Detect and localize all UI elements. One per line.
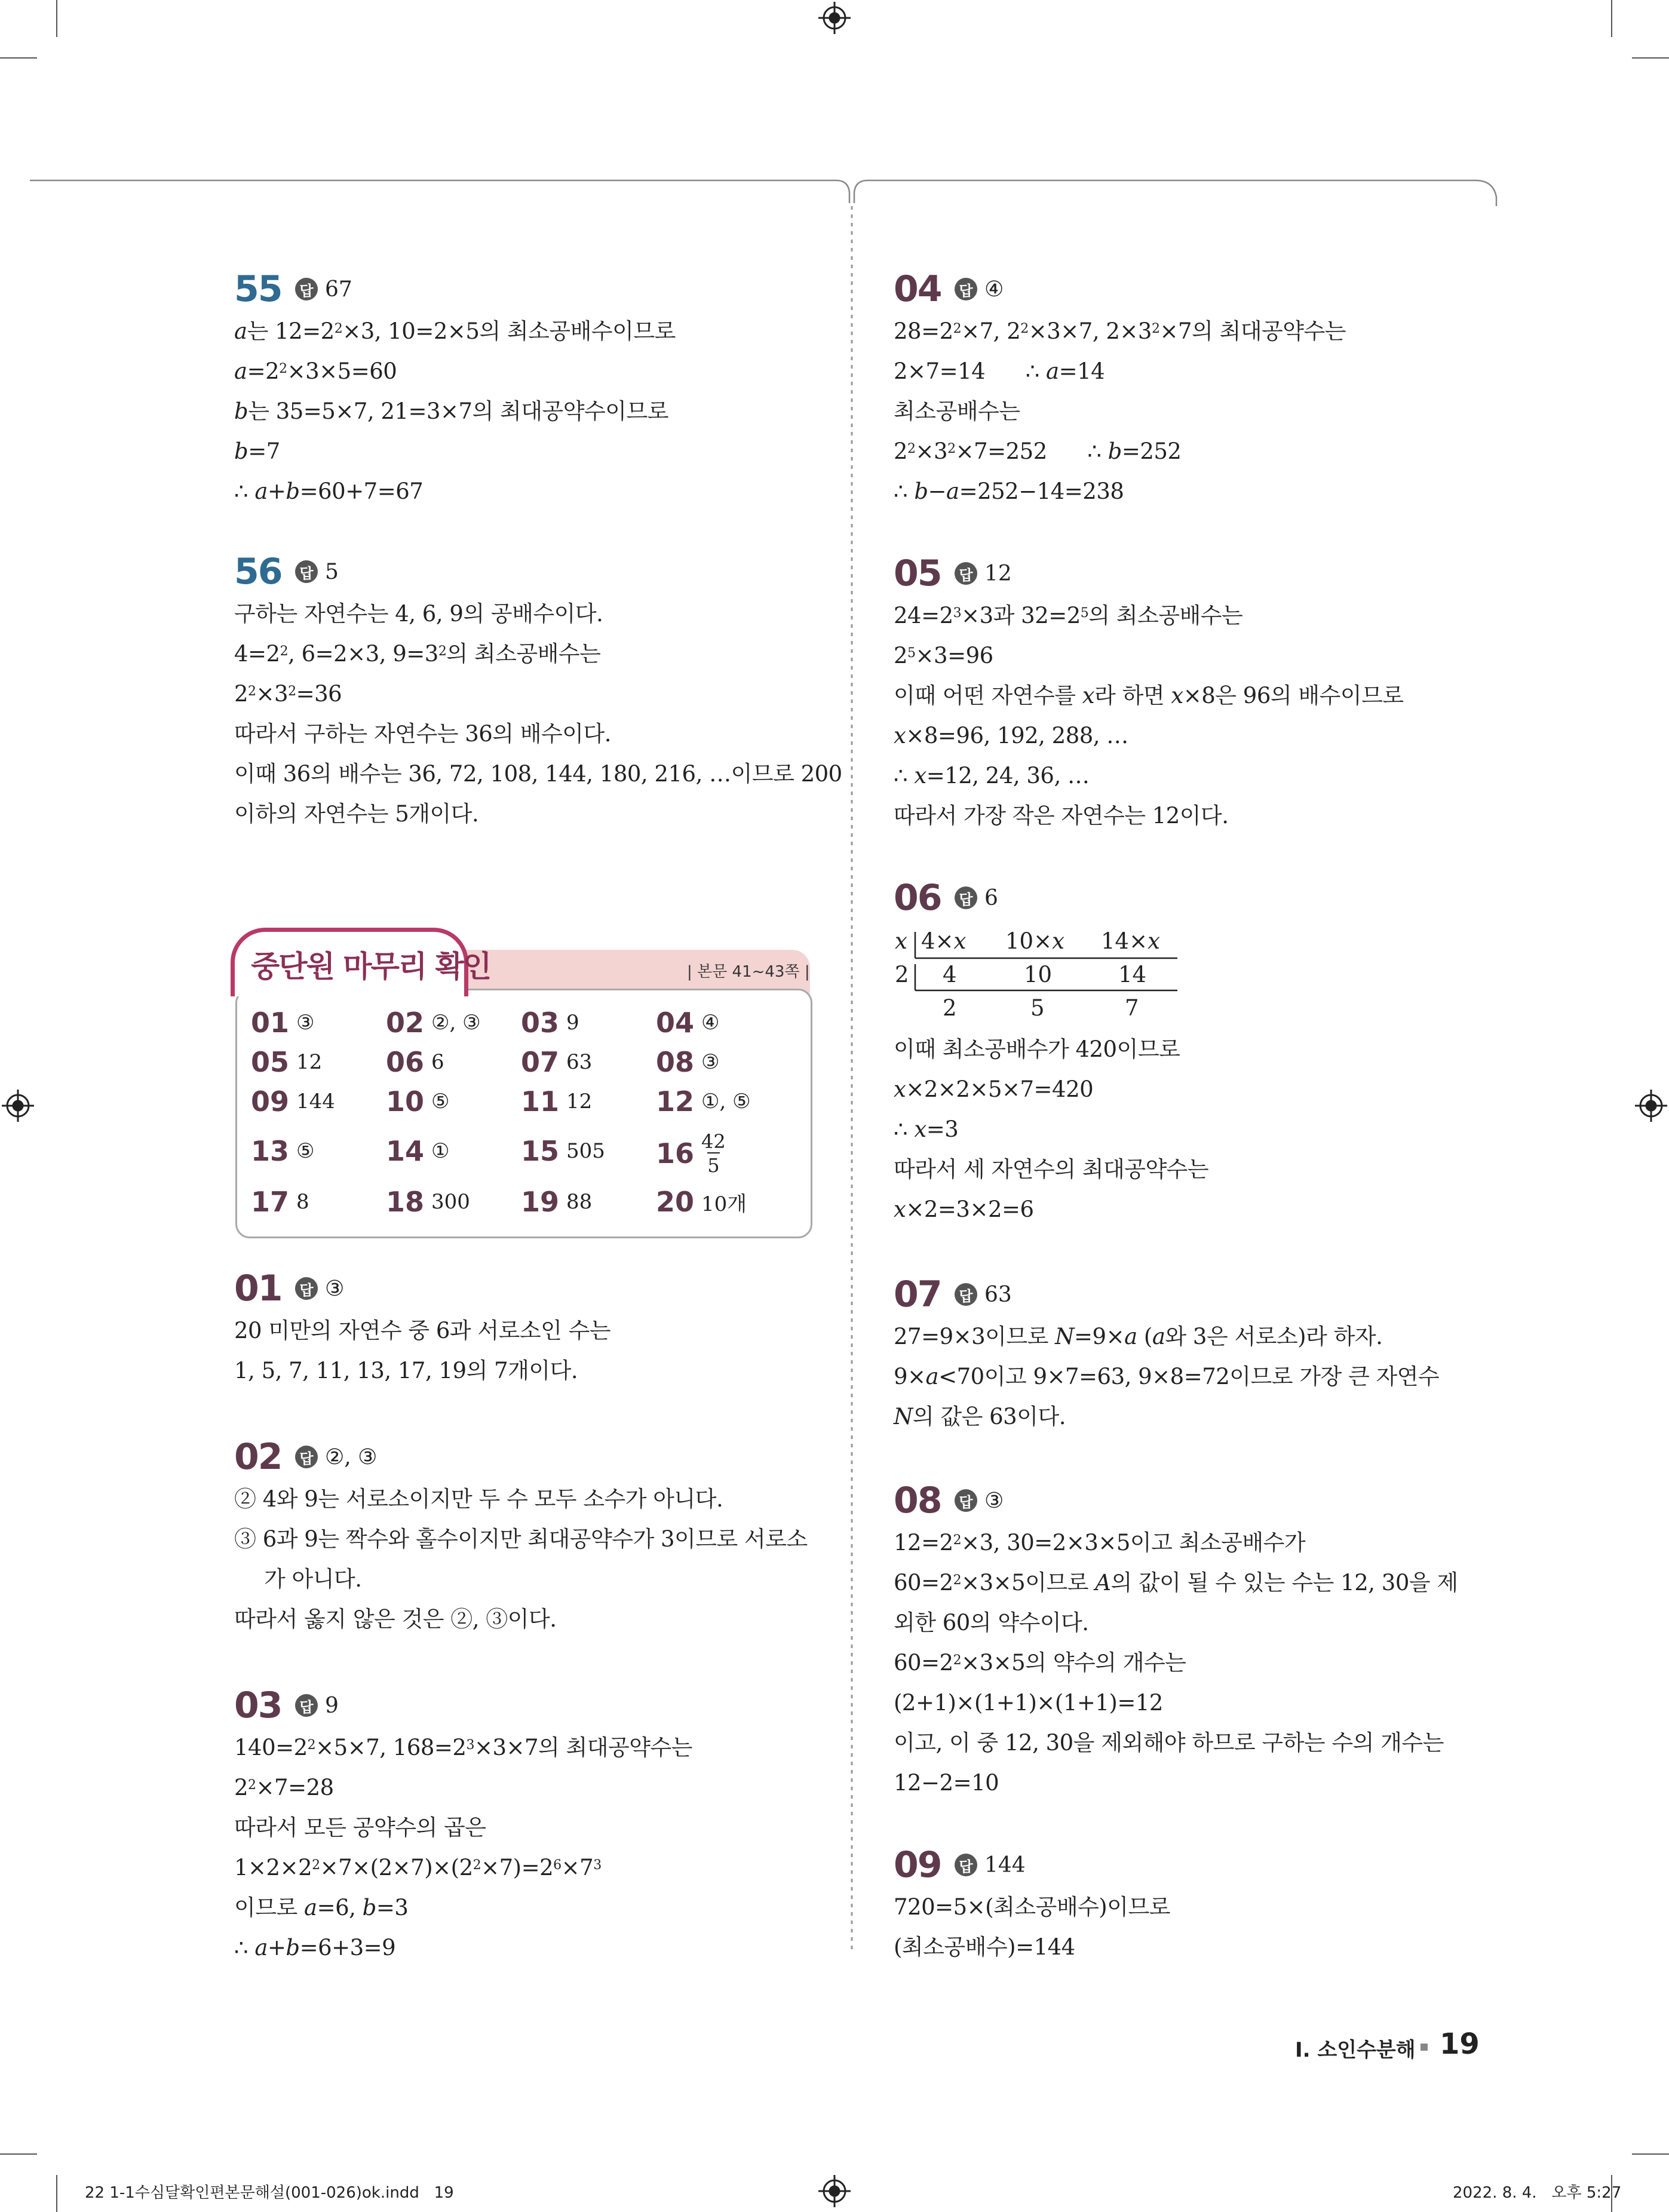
review-item: 15 505	[521, 1135, 605, 1167]
answer-value: ③	[325, 1276, 345, 1301]
solution-line: $1\times 2\times 2^2\times 7\times(2\times 7)\times(2^2\times 7)=2^6\times 7^3$	[234, 1855, 602, 1880]
solution-line: $2^2\times 3^2\times 7=252$ ∴ b=252	[894, 438, 1182, 464]
review-item: 10 ⑤	[386, 1085, 450, 1118]
answer-badge: 답	[295, 1694, 318, 1717]
answer-value: 5	[325, 559, 339, 584]
solution-line: ∴ x=3	[894, 1116, 959, 1142]
problem-55	[234, 267, 837, 511]
review-item: 02 ②, ③	[386, 1007, 481, 1039]
review-item: 11 12	[521, 1085, 593, 1118]
chapter-separator-square	[1421, 2044, 1428, 2051]
problem-06-lines	[894, 1029, 1497, 1229]
review-item: 03 9	[521, 1007, 579, 1039]
solution-line: 1, 5, 7, 11, 13, 17, 19의 7개이다.	[234, 1358, 578, 1383]
review-item: 18 300	[386, 1186, 470, 1218]
page-number: 19	[1440, 2027, 1480, 2061]
solution-line: 이때 최소공배수가 420이므로	[894, 1036, 1180, 1062]
problem-number: 08	[894, 1480, 941, 1521]
answer-value: 144	[984, 1852, 1026, 1877]
solution-line: 20 미만의 자연수 중 6과 서로소인 수는	[234, 1318, 611, 1343]
problem-09	[894, 1843, 1497, 1967]
answer-badge: 답	[295, 278, 318, 300]
solution-line: 이므로 a=6, b=3	[234, 1895, 409, 1920]
footer-file-info: 22 1-1수심달확인편본문해설(001-026)ok.indd 19	[85, 2184, 454, 2202]
table-cell: 14×x	[1101, 928, 1160, 954]
solution-line: 이때 36의 배수는 36, 72, 108, 144, 180, 216, …이므로 200	[234, 761, 842, 787]
problem-number: 06	[894, 877, 941, 919]
table-cell: 4×x	[921, 928, 967, 954]
footer-timestamp: 2022. 8. 4. 오후 5:27	[1453, 2184, 1622, 2202]
answer-badge: 답	[955, 1489, 977, 1512]
review-item: 04 ④	[656, 1007, 720, 1039]
registration-mark-bottom	[818, 2175, 851, 2207]
answer-badge: 답	[955, 562, 977, 585]
solution-line: 따라서 구하는 자연수는 36의 배수이다.	[234, 721, 612, 747]
solution-line: 이고, 이 중 12, 30을 제외해야 하므로 구하는 수의 개수는	[894, 1730, 1444, 1756]
table-cell: 14	[1118, 962, 1147, 987]
review-item: 19 88	[521, 1186, 593, 1218]
answer-badge: 답	[955, 886, 977, 909]
table-cell: 5	[1030, 995, 1045, 1021]
problem-08	[894, 1478, 1497, 1803]
solution-line: 27=9×3이므로 N=9×a (a와 3은 서로소)라 하자.	[894, 1324, 1383, 1349]
division-table	[894, 925, 1204, 1032]
solution-line: 따라서 옳지 않은 것은 ②, ③이다.	[234, 1606, 557, 1632]
solution-line: ② 4와 9는 서로소이지만 두 수 모두 소수가 아니다.	[234, 1486, 723, 1512]
solution-line: x×2=3×2=6	[894, 1196, 1034, 1222]
problem-number: 07	[894, 1274, 941, 1315]
solution-line: 따라서 세 자연수의 최대공약수는	[894, 1156, 1209, 1182]
review-item: 13 ⑤	[251, 1135, 315, 1167]
solution-line: $4=2^2$, 6=2×3, $9=3^2$의 최소공배수는	[234, 641, 601, 667]
solution-line: $2^2\times 7=28$	[234, 1775, 334, 1800]
problem-number: 02	[234, 1436, 282, 1478]
answer-badge: 답	[295, 560, 318, 583]
problem-01	[234, 1266, 837, 1391]
solution-line: b=7	[234, 438, 280, 464]
solution-line: ③ 6과 9는 짝수와 홀수이지만 최대공약수가 3이므로 서로소	[234, 1526, 808, 1552]
solution-line: x×2×2×5×7=420	[894, 1076, 1094, 1102]
answer-badge: 답	[955, 278, 977, 300]
table-cell: 10×x	[1005, 928, 1064, 954]
answer-value: 67	[325, 277, 352, 302]
review-item: 14 ①	[386, 1135, 450, 1167]
solution-line: N의 값은 63이다.	[894, 1404, 1066, 1429]
chapter-label: I. 소인수분해	[1295, 2038, 1416, 2062]
solution-line: $140=2^2\times 5\times 7$, $168=2^3\times 3\times 7$의 최대공약수는	[234, 1735, 692, 1760]
solution-line: ∴ b−a=252−14=238	[894, 478, 1124, 504]
table-cell: 10	[1024, 962, 1053, 987]
problem-07	[894, 1272, 1497, 1437]
review-item: 20 10개	[656, 1186, 747, 1218]
review-item: 05 12	[251, 1046, 323, 1078]
solution-line: ∴ a+b=60+7=67	[234, 478, 424, 504]
solution-line: $60=2^2\times 3\times 5$이므로 A의 값이 될 수 있는 수는 12, 30을 제	[894, 1570, 1458, 1596]
solution-line: 최소공배수는	[894, 398, 1020, 424]
solution-line: (최소공배수)=144	[894, 1934, 1075, 1960]
solution-line: a는 $12=2^2\times 3$, 10=2×5의 최소공배수이므로	[234, 318, 676, 344]
solution-line: 12−2=10	[894, 1770, 999, 1796]
solution-line: 구하는 자연수는 4, 6, 9의 공배수이다.	[234, 601, 603, 627]
solution-line: 따라서 가장 작은 자연수는 12이다.	[894, 803, 1229, 829]
review-item: 09 144	[251, 1085, 335, 1118]
problem-number: 04	[894, 268, 941, 310]
solution-line: $2^2\times 3^2=36$	[234, 681, 342, 707]
problem-04	[894, 267, 1497, 511]
solution-line: 따라서 모든 공약수의 곱은	[234, 1815, 486, 1840]
problem-number: 09	[894, 1844, 941, 1886]
problem-03	[234, 1683, 837, 1968]
review-item: 08 ③	[656, 1046, 720, 1078]
review-page-ref: | 본문 41~43쪽 |	[687, 963, 810, 981]
problem-02	[234, 1435, 837, 1639]
answer-value: ③	[984, 1488, 1004, 1513]
problem-number: 01	[234, 1268, 282, 1309]
answer-badge: 답	[295, 1277, 318, 1300]
problem-number: 03	[234, 1685, 282, 1726]
solution-line: $a=2^2\times 3\times 5=60$	[234, 358, 397, 384]
table-cell: 7	[1125, 995, 1139, 1021]
solution-line: $12=2^2\times 3$, 30=2×3×5이고 최소공배수가	[894, 1530, 1306, 1556]
answer-value: 12	[984, 561, 1012, 586]
table-cell: 2	[943, 995, 957, 1021]
review-title: 중단원 마무리 확인	[251, 949, 491, 984]
review-item: 17 8	[251, 1186, 309, 1218]
problem-06	[894, 876, 1497, 920]
solution-line: $24=2^3\times 3$과 $32=2^5$의 최소공배수는	[894, 603, 1243, 628]
answer-badge: 답	[955, 1854, 977, 1876]
solution-line: $28=2^2\times 7$, $2^2\times 3\times 7$, $2\times 3^2\times 7$의 최대공약수는	[894, 318, 1346, 344]
solution-line: ∴ a+b=6+3=9	[234, 1935, 396, 1961]
problem-05	[894, 551, 1497, 836]
answer-value: 63	[984, 1282, 1012, 1307]
fraction: $\frac{42}{5}$	[701, 1130, 726, 1177]
answer-value: ④	[984, 277, 1004, 302]
table-cell: 2	[895, 962, 909, 987]
review-item: 12 ①, ⑤	[656, 1085, 751, 1118]
review-item: 06 6	[386, 1046, 444, 1078]
answer-value: 9	[325, 1693, 339, 1718]
registration-mark-right	[1635, 1090, 1667, 1122]
review-item: 01 ③	[251, 1007, 315, 1039]
table-cell: x	[895, 928, 907, 954]
registration-mark-top	[818, 2, 851, 34]
solution-line: 외한 60의 약수이다.	[894, 1610, 1089, 1636]
answer-value: 6	[984, 885, 998, 910]
solution-line: ∴ x=12, 24, 36, …	[894, 763, 1090, 789]
solution-line: b는 35=5×7, 21=3×7의 최대공약수이므로	[234, 398, 668, 424]
answer-badge: 답	[955, 1283, 977, 1306]
solution-line: 이때 어떤 자연수를 x라 하면 x×8은 96의 배수이므로	[894, 683, 1404, 708]
solution-line: (2+1)×(1+1)×(1+1)=12	[894, 1690, 1163, 1716]
problem-56	[234, 550, 842, 834]
table-cell: 4	[943, 962, 957, 987]
problem-number: 56	[234, 551, 282, 593]
solution-line: x×8=96, 192, 288, …	[894, 723, 1128, 748]
problem-number: 55	[234, 268, 282, 310]
solution-line: 720=5×(최소공배수)이므로	[894, 1894, 1170, 1920]
registration-mark-left	[2, 1090, 34, 1122]
solution-line: 이하의 자연수는 5개이다.	[234, 801, 479, 827]
review-item: 16 $\frac{42}{5}$	[656, 1130, 726, 1177]
answer-badge: 답	[295, 1446, 318, 1468]
problem-number: 05	[894, 553, 941, 594]
solution-line: 9×a<70이고 9×7=63, 9×8=72이므로 가장 큰 자연수	[894, 1364, 1440, 1389]
answer-value: ②, ③	[325, 1444, 378, 1469]
solution-line: $60=2^2\times 3\times 5$의 약수의 개수는	[894, 1650, 1186, 1676]
solution-line: $2^5\times 3=96$	[894, 643, 993, 668]
solution-line: 2×7=14 ∴ a=14	[894, 358, 1105, 384]
solution-line: 가 아니다.	[264, 1566, 362, 1592]
review-item: 07 63	[521, 1046, 593, 1078]
